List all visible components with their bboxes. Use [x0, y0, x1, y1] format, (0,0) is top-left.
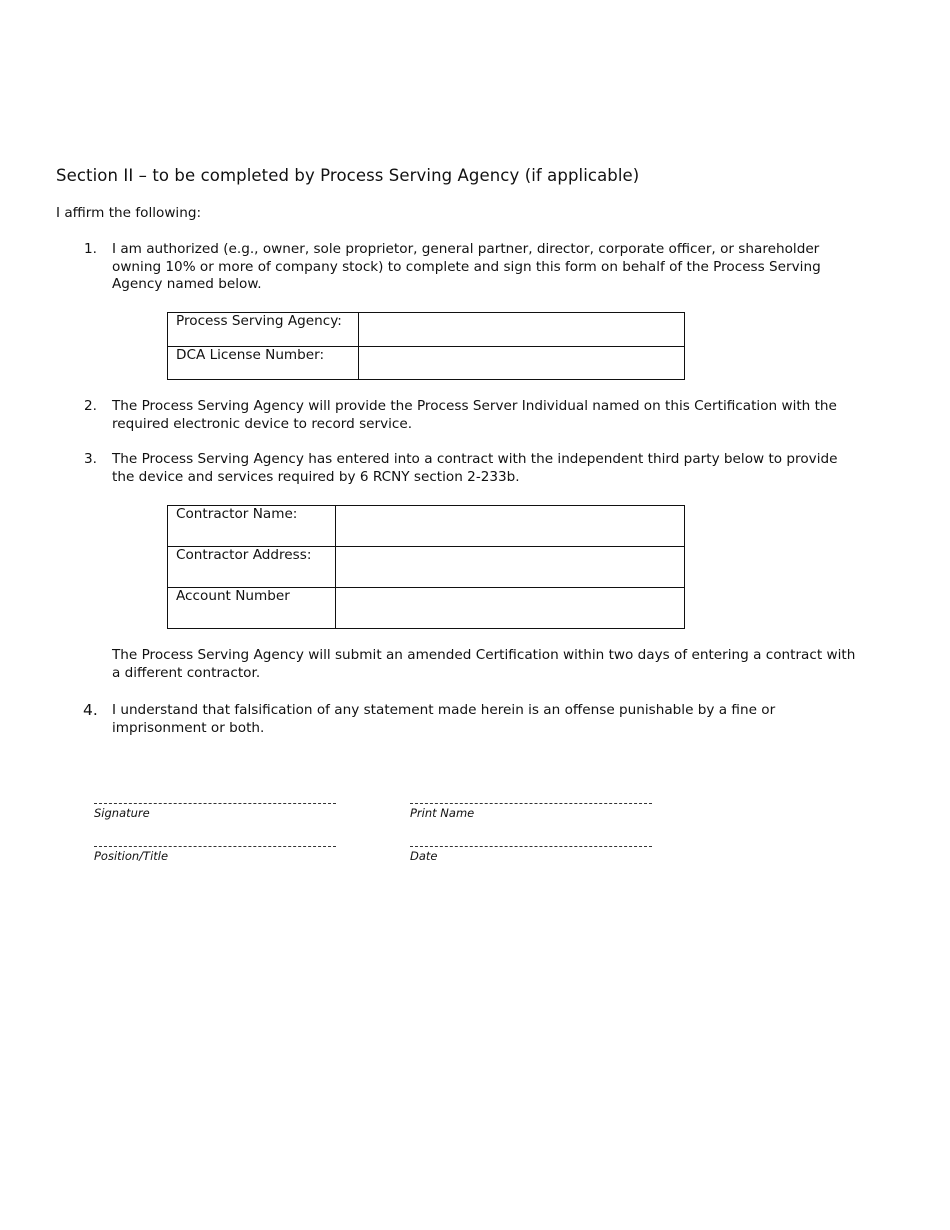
contractor-address-label: Contractor Address: [168, 547, 336, 588]
table-row [168, 313, 685, 347]
signature-block [94, 796, 336, 820]
date-line[interactable] [410, 839, 652, 847]
contractor-name-label: Contractor Name: [168, 506, 336, 547]
contractor-table [167, 505, 685, 629]
item-number: 1. [84, 241, 97, 257]
dca-license-field[interactable] [359, 347, 685, 380]
table-row [168, 506, 685, 547]
amended-note: The Process Serving Agency will submit an amended Certification within two days of entering a contract with a different contractor. [112, 647, 856, 681]
account-number-field[interactable] [336, 588, 685, 629]
agency-name-field[interactable] [359, 313, 685, 347]
date-block [410, 839, 652, 863]
agency-table [167, 312, 685, 380]
table-row [168, 547, 685, 588]
item-number: 3. [84, 451, 97, 467]
contractor-name-field[interactable] [336, 506, 685, 547]
signature-line[interactable] [94, 796, 336, 804]
dca-license-label: DCA License Number: [168, 347, 359, 380]
item-4-text: I understand that falsification of any statement made herein is an offense punishable by a fine or imprisonment or both. [112, 702, 776, 736]
date-label: Date [410, 849, 438, 863]
item-number: 2. [84, 398, 97, 414]
table-row [168, 347, 685, 380]
print-name-block [410, 796, 652, 820]
table-row [168, 588, 685, 629]
item-2-text: The Process Serving Agency will provide the Process Server Individual named on this Certification with the required electronic device to record service. [112, 398, 837, 432]
item-3-text: The Process Serving Agency has entered into a contract with the independent third party below to provide the device and services required by 6 RCNY section 2-233b. [112, 451, 838, 485]
position-title-block [94, 839, 336, 863]
contractor-address-field[interactable] [336, 547, 685, 588]
position-title-label: Position/Title [94, 849, 169, 863]
agency-name-label: Process Serving Agency: [168, 313, 359, 347]
print-name-label: Print Name [410, 806, 475, 820]
account-number-label: Account Number [168, 588, 336, 629]
section-heading: Section II – to be completed by Process Serving Agency (if applicable) [56, 166, 640, 185]
signature-label: Signature [94, 806, 150, 820]
intro-text: I affirm the following: [56, 205, 202, 221]
item-number: 4. [83, 701, 98, 719]
item-1-text: I am authorized (e.g., owner, sole proprietor, general partner, director, corporate officer, or shareholder owning 10% or more of company stock) to complete and sign this form on behalf of the Process Serving Agency named below. [112, 241, 821, 292]
print-name-line[interactable] [410, 796, 652, 804]
position-title-line[interactable] [94, 839, 336, 847]
